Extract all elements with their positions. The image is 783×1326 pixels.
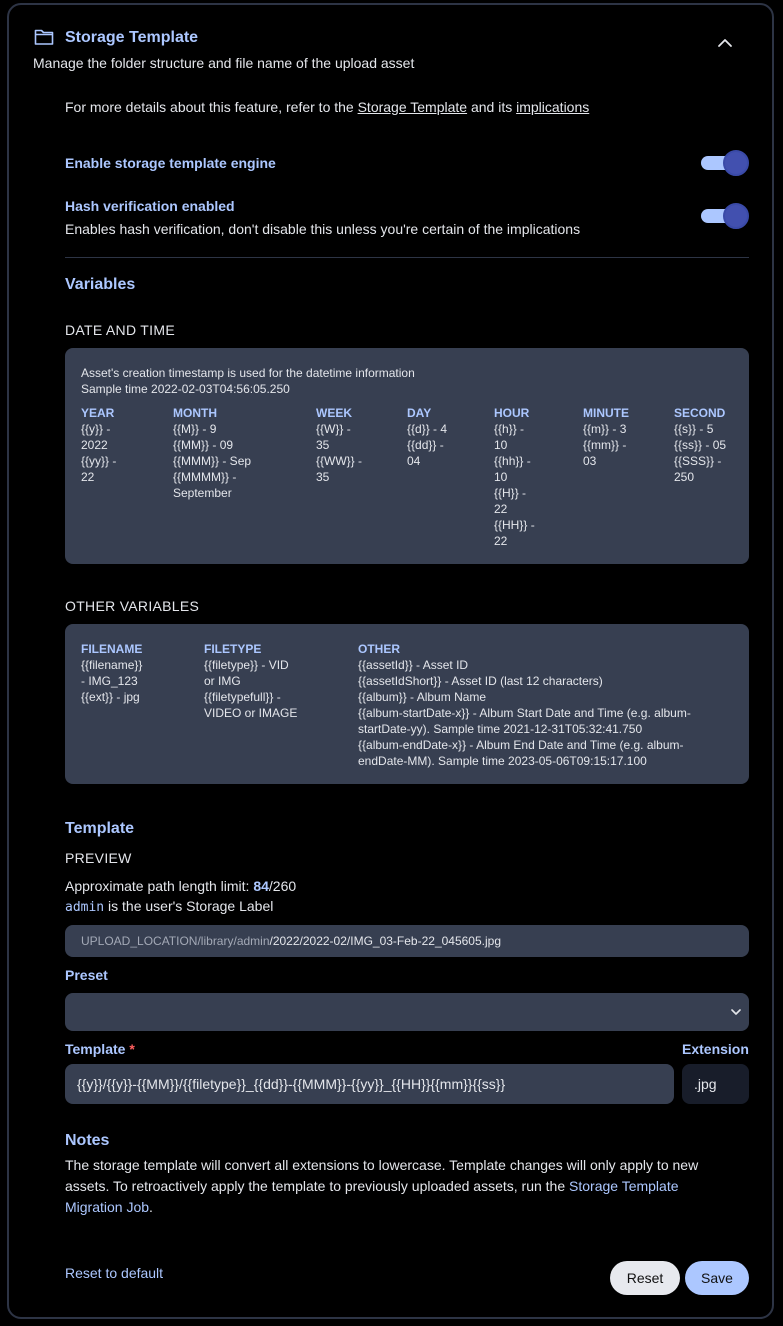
variable-line: {{dd}} - (407, 438, 444, 452)
save-button[interactable]: Save (685, 1261, 749, 1295)
variable-line: {{M}} - 9 (173, 422, 217, 436)
preview-path (81, 934, 501, 948)
variable-line: {{yy}} - (81, 454, 117, 468)
implications-link[interactable]: implications (516, 99, 590, 115)
template-input-value: {{y}}/{{y}}-{{MM}}/{{filetype}}_{{dd}}-{{MMM}}-{{yy}}_{{HH}}{{mm}}{{ss}} (77, 1076, 506, 1092)
variable-line: 10 (494, 470, 508, 484)
month-heading: MONTH (173, 406, 217, 420)
year-heading: YEAR (81, 406, 115, 420)
variable-line: {{album-endDate-x}} - Album End Date and Time (e.g. album- (358, 738, 684, 752)
variable-line: VIDEO or IMAGE (204, 706, 298, 720)
section-subtitle: Manage the folder structure and file name of the upload asset (33, 55, 415, 71)
section-title[interactable]: Storage Template (65, 29, 199, 46)
year-column (81, 405, 161, 485)
migration-job-link[interactable]: Storage Template (569, 1178, 679, 1194)
extension-value: .jpg (694, 1076, 717, 1092)
path-length-limit (65, 878, 296, 894)
variable-line: {{m}} - 3 (583, 422, 627, 436)
preview-path-box (65, 925, 749, 957)
week-column (316, 405, 396, 485)
variable-line: {{assetIdShort}} - Asset ID (last 12 characters) (358, 674, 603, 688)
migration-job-link-cont[interactable]: Migration Job (65, 1199, 150, 1215)
variable-line: {{hh}} - (494, 454, 531, 468)
variables-title: Variables (65, 276, 136, 293)
variable-line: 35 (316, 438, 330, 452)
hour-column (494, 405, 574, 549)
variable-line: {{h}} - (494, 422, 525, 436)
day-heading: DAY (407, 406, 432, 420)
template-label-text: Template (65, 1041, 126, 1057)
variable-line: {{filetypefull}} - (204, 690, 281, 704)
storage-label-note (65, 898, 273, 915)
preview-path-prefix: UPLOAD_LOCATION/library/admin (81, 934, 270, 948)
variable-line: - IMG_123 (81, 674, 138, 688)
date-time-heading: DATE AND TIME (65, 322, 175, 338)
notes-line (65, 1197, 755, 1218)
notes-line-prefix: assets. To retroactively apply the template to previously uploaded assets, run the (65, 1178, 570, 1194)
variable-line: {{d}} - 4 (407, 422, 448, 436)
path-limit-label: Approximate path length limit: (65, 878, 254, 894)
minute-column (583, 405, 663, 469)
variable-line: {{WW}} - (316, 454, 363, 468)
hour-heading: HOUR (494, 406, 530, 420)
divider (65, 257, 749, 258)
preset-label: Preset (65, 967, 108, 983)
month-column (173, 405, 303, 501)
engine-toggle[interactable] (701, 150, 747, 176)
filename-column (81, 641, 196, 705)
sample-time: Sample time 2022-02-03T04:56:05.250 (81, 382, 290, 396)
extension-label: Extension (682, 1041, 749, 1057)
notes-line: The storage template will convert all extensions to lowercase. Template changes will only apply to new (65, 1157, 699, 1173)
preview-path-value: /2022/2022-02/IMG_03-Feb-22_045605.jpg (269, 934, 502, 948)
variable-line: {{H}} - (494, 486, 527, 500)
variable-line: {{MM}} - 09 (173, 438, 234, 452)
storage-template-card (7, 3, 774, 1319)
other-variables-panel (65, 624, 749, 784)
variable-line: September (173, 486, 232, 500)
variable-line: 35 (316, 470, 330, 484)
variable-line: {{MMM}} - Sep (173, 454, 252, 468)
variable-line: 22 (494, 502, 508, 516)
filetype-column (204, 641, 349, 721)
intro-text (65, 99, 589, 115)
notes-line (65, 1176, 755, 1197)
date-note: Asset's creation timestamp is used for the datetime information (81, 366, 415, 380)
week-heading: WEEK (316, 406, 352, 420)
date-time-panel (65, 348, 749, 564)
intro-prefix: For more details about this feature, refer to the (65, 99, 358, 115)
day-column (407, 405, 487, 469)
template-label (65, 1041, 135, 1057)
variable-line: 250 (674, 470, 695, 484)
variable-line: {{y}} - (81, 422, 111, 436)
variable-line: {{album-startDate-x}} - Album Start Date and Time (e.g. album- (358, 706, 691, 720)
reset-button[interactable]: Reset (610, 1261, 680, 1295)
variable-line: {{mm}} - (583, 438, 627, 452)
other-column (358, 641, 738, 769)
second-column (674, 405, 746, 485)
template-title: Template (65, 820, 135, 837)
chevron-down-icon (731, 1008, 741, 1016)
second-heading: SECOND (674, 406, 726, 420)
required-mark: * (129, 1041, 135, 1057)
variable-line: 22 (81, 470, 95, 484)
variable-line: 03 (583, 454, 597, 468)
variable-line: {{filename}} (81, 658, 143, 672)
hash-toggle-description: Enables hash verification, don't disable this unless you're certain of the implications (65, 221, 581, 237)
notes-text (65, 1155, 755, 1218)
engine-toggle-label: Enable storage template engine (65, 155, 276, 171)
extension-field[interactable] (682, 1064, 749, 1104)
minute-heading: MINUTE (583, 406, 629, 420)
variable-line: {{filetype}} - VID (204, 658, 289, 672)
variable-line: {{album}} - Album Name (358, 690, 487, 704)
path-length-max: /260 (268, 878, 297, 894)
variable-line: 22 (494, 534, 508, 548)
hash-toggle-label: Hash verification enabled (65, 198, 235, 214)
variable-line: {{HH}} - (494, 518, 535, 532)
other-variables-heading: OTHER VARIABLES (65, 598, 200, 614)
variable-line: {{s}} - 5 (674, 422, 714, 436)
notes-title: Notes (65, 1132, 110, 1149)
preview-heading: PREVIEW (65, 850, 132, 866)
variable-line: startDate-yy). Sample time 2021-12-31T05:32:41.750 (358, 722, 643, 736)
variable-line: {{MMMM}} - (173, 470, 237, 484)
reset-to-default-link[interactable]: Reset to default (65, 1265, 164, 1281)
variable-line: {{W}} - (316, 422, 351, 436)
notes-line-suffix: . (149, 1199, 153, 1215)
storage-template-link[interactable]: Storage Template (357, 99, 468, 115)
folder-icon (34, 28, 54, 46)
variable-line: {{assetId}} - Asset ID (358, 658, 469, 672)
variable-line: endDate-MM). Sample time 2023-05-06T09:15:17.100 (358, 754, 647, 768)
preset-select[interactable] (65, 993, 749, 1031)
variable-line: 10 (494, 438, 508, 452)
variable-line: or IMG (204, 674, 241, 688)
intro-middle: and its (467, 99, 517, 115)
filetype-heading: FILETYPE (204, 642, 262, 656)
other-heading: OTHER (358, 642, 400, 656)
variable-line: 2022 (81, 438, 108, 452)
chevron-up-icon[interactable] (717, 37, 733, 49)
filename-heading: FILENAME (81, 642, 143, 656)
variable-line: {{ext}} - jpg (81, 690, 140, 704)
template-input[interactable] (65, 1064, 674, 1104)
path-length-value: 84 (253, 878, 269, 894)
variable-line: {{SSS}} - (674, 454, 722, 468)
storage-label-suffix: is the user's Storage Label (104, 898, 274, 914)
variable-line: {{ss}} - 05 (674, 438, 727, 452)
variable-line: 04 (407, 454, 421, 468)
hash-toggle[interactable] (701, 203, 747, 229)
storage-label-user: admin (65, 900, 105, 915)
